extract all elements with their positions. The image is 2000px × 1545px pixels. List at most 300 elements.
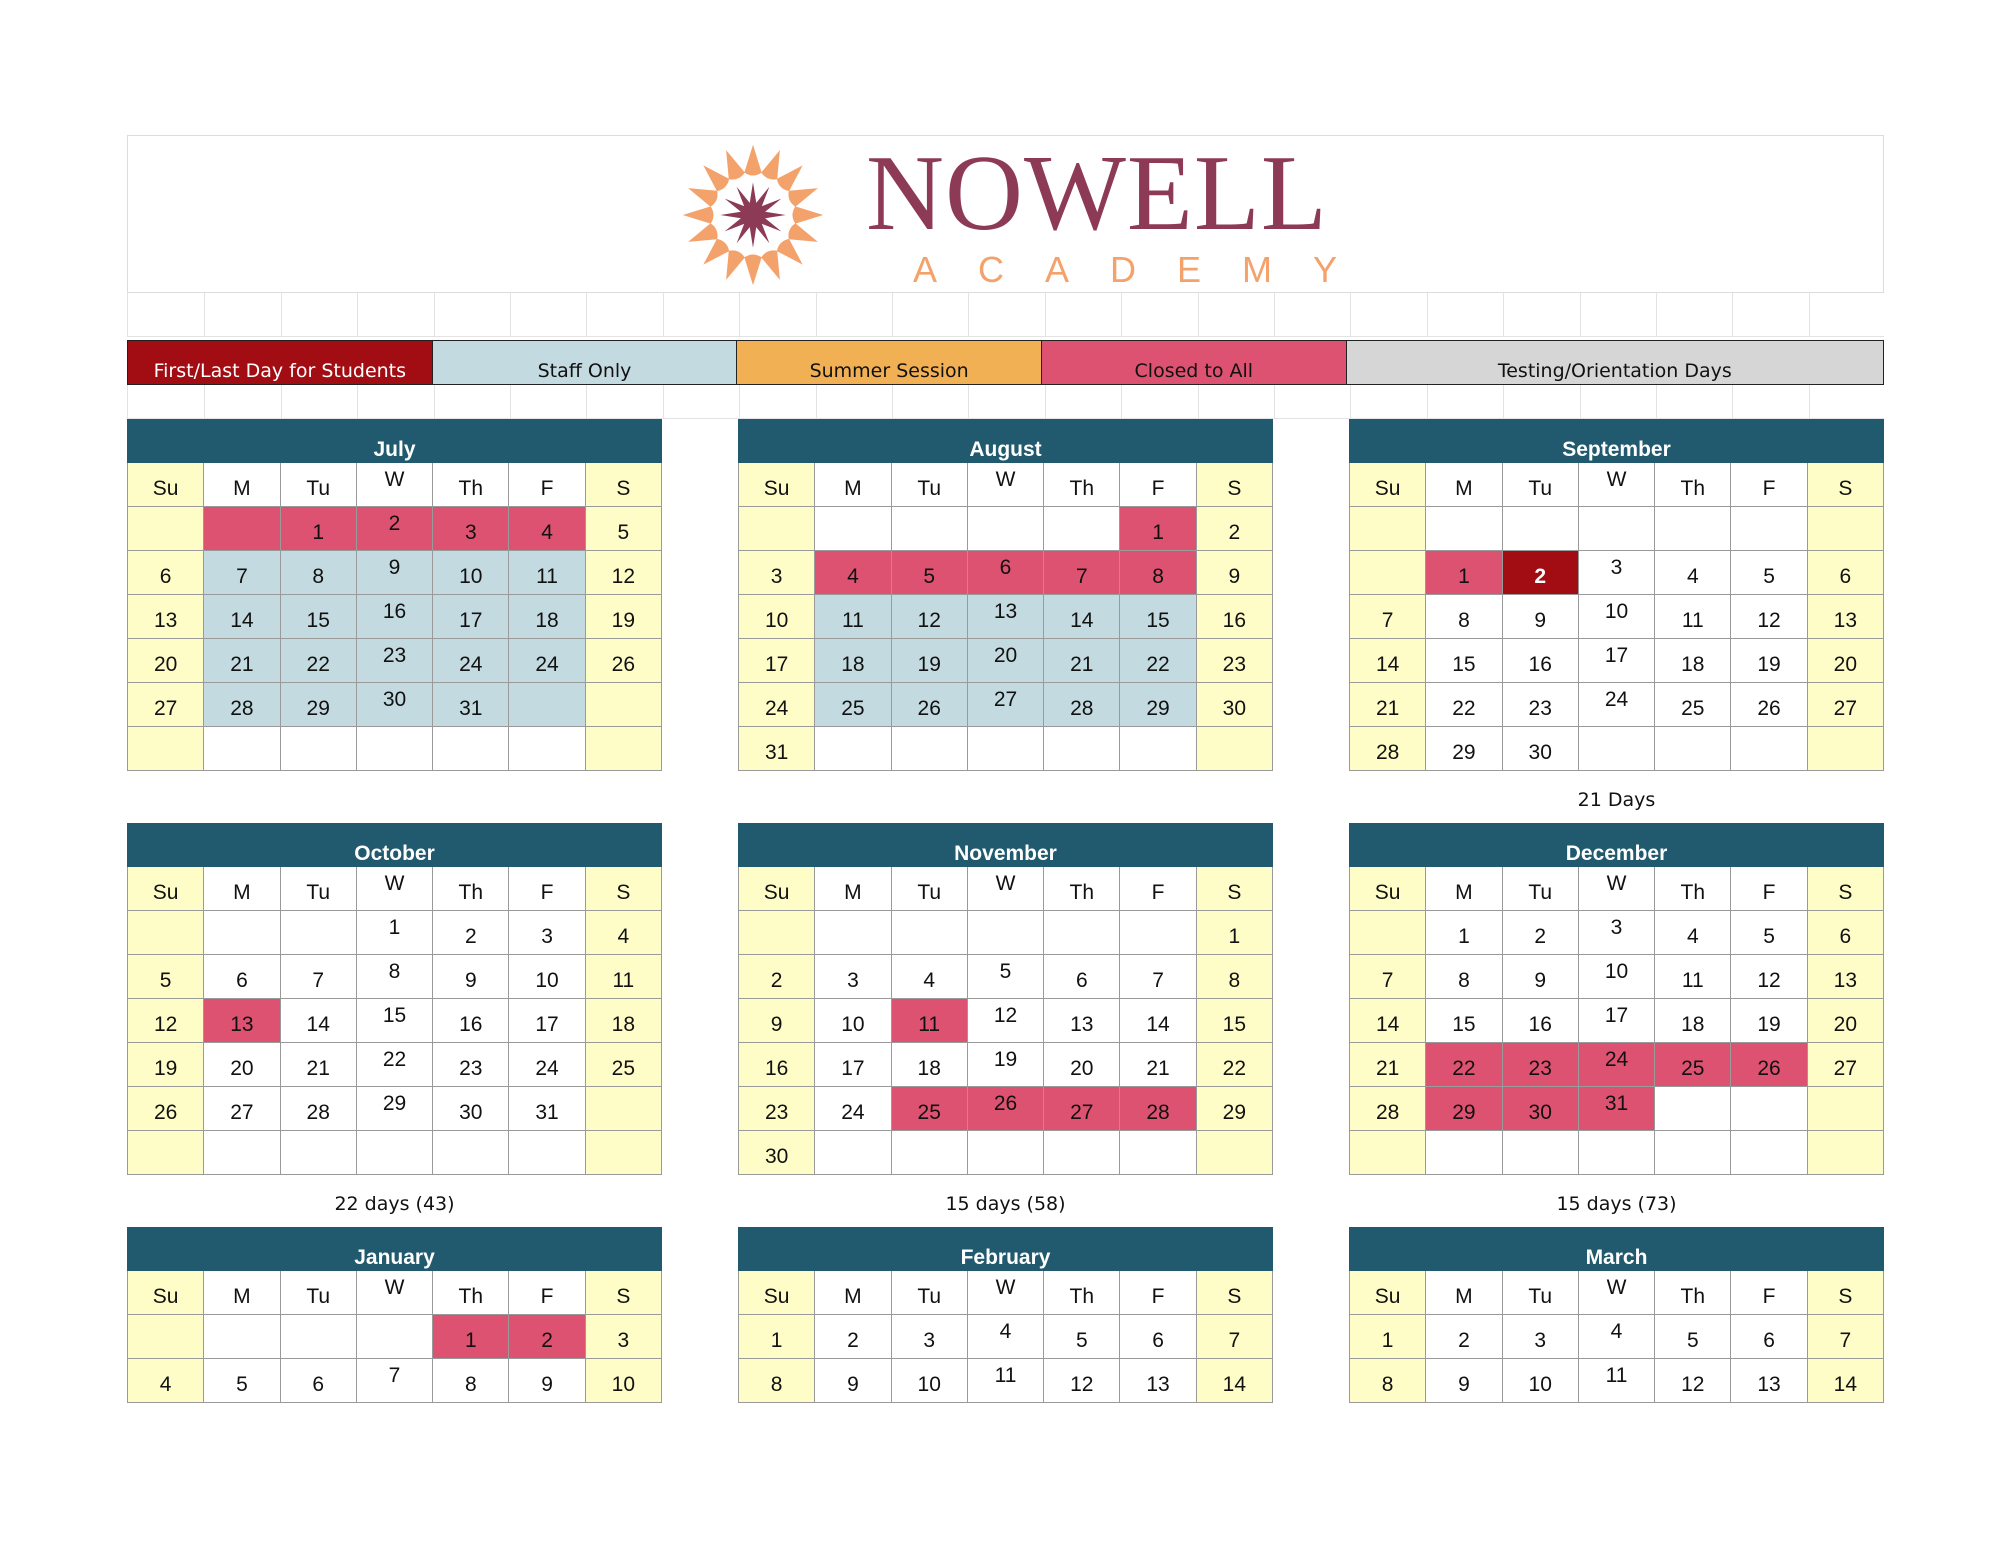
- day-cell: 24: [815, 1087, 891, 1131]
- day-cell: 22: [1426, 683, 1502, 727]
- day-cell: 30: [1503, 1087, 1579, 1131]
- day-cell: [815, 1131, 891, 1175]
- day-cell: [892, 727, 968, 771]
- weekday-header: W: [1579, 867, 1655, 911]
- day-cell: 2: [357, 507, 433, 551]
- weekday-header: Tu: [1503, 867, 1579, 911]
- day-cell: [892, 1131, 968, 1175]
- day-cell: 15: [1120, 595, 1196, 639]
- day-cell: 20: [1044, 1043, 1120, 1087]
- day-cell: 19: [892, 639, 968, 683]
- weekday-header: F: [1120, 463, 1196, 507]
- day-cell: 1: [433, 1315, 509, 1359]
- day-cell: 17: [1579, 639, 1655, 683]
- weekday-header: W: [1579, 463, 1655, 507]
- day-cell: [1350, 551, 1426, 595]
- day-cell: 7: [1808, 1315, 1884, 1359]
- weekday-header: Tu: [1503, 1271, 1579, 1315]
- day-cell: 17: [739, 639, 815, 683]
- day-cell: 26: [128, 1087, 204, 1131]
- day-cell: [968, 507, 1044, 551]
- day-cell: 28: [281, 1087, 357, 1131]
- weekday-header: F: [1120, 1271, 1196, 1315]
- legend-item: Closed to All: [1042, 341, 1347, 384]
- day-cell: [1731, 727, 1807, 771]
- weekday-header: W: [968, 1271, 1044, 1315]
- day-cell: 7: [281, 955, 357, 999]
- day-cell: [357, 1315, 433, 1359]
- day-cell: 12: [1655, 1359, 1731, 1403]
- weekday-header: Su: [1350, 867, 1426, 911]
- month-title: September: [1349, 419, 1884, 463]
- day-cell: 3: [1579, 551, 1655, 595]
- weekday-header: Su: [128, 463, 204, 507]
- day-cell: 4: [1579, 1315, 1655, 1359]
- day-cell: 2: [1503, 911, 1579, 955]
- day-cell: 26: [892, 683, 968, 727]
- weekday-header: Su: [739, 463, 815, 507]
- month-february: [738, 1227, 1273, 1403]
- day-cell: 27: [204, 1087, 280, 1131]
- weekday-header: S: [1197, 1271, 1273, 1315]
- day-cell: 26: [968, 1087, 1044, 1131]
- day-cell: 5: [1731, 551, 1807, 595]
- month-november: [738, 823, 1273, 1219]
- logo-name: NOWELL: [866, 134, 1328, 253]
- day-cell: 28: [1044, 683, 1120, 727]
- weekday-header: M: [204, 463, 280, 507]
- weekday-header: Th: [1044, 1271, 1120, 1315]
- day-cell: 1: [739, 1315, 815, 1359]
- day-cell: 23: [357, 639, 433, 683]
- day-cell: 11: [1655, 955, 1731, 999]
- day-cell: 6: [128, 551, 204, 595]
- day-cell: 20: [204, 1043, 280, 1087]
- day-cell: 14: [281, 999, 357, 1043]
- month-title: November: [738, 823, 1273, 867]
- day-cell: 10: [1579, 595, 1655, 639]
- day-cell: 14: [1808, 1359, 1884, 1403]
- day-cell: 24: [1579, 683, 1655, 727]
- day-cell: [1655, 507, 1731, 551]
- day-cell: 26: [1731, 683, 1807, 727]
- day-cell: 8: [357, 955, 433, 999]
- day-cell: 9: [1503, 595, 1579, 639]
- day-cell: [1426, 1131, 1502, 1175]
- weekday-header: M: [1426, 1271, 1502, 1315]
- day-cell: 27: [1044, 1087, 1120, 1131]
- day-cell: [1426, 507, 1502, 551]
- day-cell: 12: [892, 595, 968, 639]
- weekday-header: Tu: [892, 463, 968, 507]
- weekday-header: Su: [128, 867, 204, 911]
- day-cell: 4: [509, 507, 585, 551]
- month-day-count: 15 days (58): [945, 1193, 1066, 1215]
- day-cell: 24: [509, 1043, 585, 1087]
- day-cell: 23: [433, 1043, 509, 1087]
- day-cell: 21: [281, 1043, 357, 1087]
- calendar-sheet: [127, 135, 1884, 1407]
- day-cell: 27: [1808, 683, 1884, 727]
- day-cell: 8: [281, 551, 357, 595]
- day-cell: 30: [433, 1087, 509, 1131]
- month-day-count: [127, 771, 662, 815]
- day-cell: 3: [433, 507, 509, 551]
- day-cell: [1350, 1131, 1426, 1175]
- day-cell: [1808, 1131, 1884, 1175]
- day-cell: [1350, 911, 1426, 955]
- day-cell: 10: [509, 955, 585, 999]
- day-cell: 13: [128, 595, 204, 639]
- day-cell: 29: [1120, 683, 1196, 727]
- day-cell: [1120, 1131, 1196, 1175]
- month-day-count: 21 Days: [1577, 789, 1656, 811]
- day-cell: [128, 1131, 204, 1175]
- weekday-header: S: [1808, 463, 1884, 507]
- legend-item: Testing/Orientation Days: [1347, 341, 1883, 384]
- day-cell: [1655, 1087, 1731, 1131]
- day-cell: 23: [1503, 683, 1579, 727]
- day-cell: 12: [1044, 1359, 1120, 1403]
- month-title: February: [738, 1227, 1273, 1271]
- day-cell: 6: [281, 1359, 357, 1403]
- weekday-header: F: [1120, 867, 1196, 911]
- day-cell: 31: [509, 1087, 585, 1131]
- day-cell: 19: [586, 595, 662, 639]
- month-december: [1349, 823, 1884, 1219]
- day-cell: 1: [1426, 551, 1502, 595]
- day-cell: [128, 911, 204, 955]
- day-cell: [357, 727, 433, 771]
- weekday-header: W: [357, 463, 433, 507]
- day-cell: 7: [357, 1359, 433, 1403]
- day-cell: [204, 507, 280, 551]
- day-cell: 28: [204, 683, 280, 727]
- day-cell: 8: [1197, 955, 1273, 999]
- weekday-header: Th: [1655, 1271, 1731, 1315]
- day-cell: 23: [1503, 1043, 1579, 1087]
- day-cell: 25: [815, 683, 891, 727]
- day-cell: 18: [586, 999, 662, 1043]
- day-cell: 19: [128, 1043, 204, 1087]
- day-cell: [1044, 507, 1120, 551]
- day-cell: 14: [1350, 999, 1426, 1043]
- day-cell: 21: [1350, 1043, 1426, 1087]
- day-cell: 3: [509, 911, 585, 955]
- day-cell: 10: [433, 551, 509, 595]
- day-cell: 18: [815, 639, 891, 683]
- day-cell: 9: [433, 955, 509, 999]
- day-cell: 5: [128, 955, 204, 999]
- day-cell: [204, 727, 280, 771]
- day-cell: 7: [1044, 551, 1120, 595]
- day-cell: 1: [1350, 1315, 1426, 1359]
- day-cell: 31: [1579, 1087, 1655, 1131]
- day-cell: [968, 1131, 1044, 1175]
- day-cell: [586, 1087, 662, 1131]
- day-cell: 14: [1120, 999, 1196, 1043]
- weekday-header: S: [1808, 1271, 1884, 1315]
- day-cell: 8: [1350, 1359, 1426, 1403]
- day-cell: 31: [739, 727, 815, 771]
- day-cell: [892, 507, 968, 551]
- month-title: March: [1349, 1227, 1884, 1271]
- day-cell: 12: [1731, 595, 1807, 639]
- month-day-count: 22 days (43): [334, 1193, 455, 1215]
- day-cell: 10: [815, 999, 891, 1043]
- day-cell: 18: [509, 595, 585, 639]
- day-cell: [1044, 911, 1120, 955]
- day-cell: 13: [968, 595, 1044, 639]
- weekday-header: S: [586, 463, 662, 507]
- day-cell: 2: [1426, 1315, 1502, 1359]
- day-cell: 3: [892, 1315, 968, 1359]
- weekday-header: S: [1197, 463, 1273, 507]
- day-cell: [1044, 1131, 1120, 1175]
- spreadsheet-row: [127, 293, 1884, 337]
- month-grid: [738, 463, 1273, 771]
- day-cell: 6: [204, 955, 280, 999]
- day-cell: 12: [128, 999, 204, 1043]
- day-cell: 28: [1120, 1087, 1196, 1131]
- day-cell: [1503, 507, 1579, 551]
- day-cell: [1655, 727, 1731, 771]
- day-cell: 27: [128, 683, 204, 727]
- day-cell: 30: [1197, 683, 1273, 727]
- day-cell: [433, 727, 509, 771]
- day-cell: [815, 727, 891, 771]
- day-cell: [739, 507, 815, 551]
- day-cell: 13: [204, 999, 280, 1043]
- legend-item: Summer Session: [737, 341, 1042, 384]
- day-cell: 6: [1808, 551, 1884, 595]
- weekday-header: Th: [1655, 867, 1731, 911]
- day-cell: 17: [509, 999, 585, 1043]
- month-grid: [127, 867, 662, 1175]
- day-cell: 29: [281, 683, 357, 727]
- day-cell: 16: [1197, 595, 1273, 639]
- day-cell: 12: [586, 551, 662, 595]
- day-cell: 6: [1731, 1315, 1807, 1359]
- weekday-header: S: [1808, 867, 1884, 911]
- day-cell: 2: [433, 911, 509, 955]
- weekday-header: W: [1579, 1271, 1655, 1315]
- day-cell: 7: [1197, 1315, 1273, 1359]
- day-cell: 6: [1808, 911, 1884, 955]
- legend-item: Staff Only: [433, 341, 738, 384]
- spreadsheet-row: [127, 385, 1884, 419]
- month-title: December: [1349, 823, 1884, 867]
- day-cell: [1579, 507, 1655, 551]
- weekday-header: S: [1197, 867, 1273, 911]
- day-cell: [968, 727, 1044, 771]
- day-cell: 4: [968, 1315, 1044, 1359]
- weekday-header: Tu: [281, 1271, 357, 1315]
- day-cell: 24: [509, 639, 585, 683]
- day-cell: [509, 1131, 585, 1175]
- day-cell: 20: [1808, 639, 1884, 683]
- day-cell: 1: [1197, 911, 1273, 955]
- day-cell: [281, 727, 357, 771]
- day-cell: 1: [357, 911, 433, 955]
- day-cell: [509, 727, 585, 771]
- day-cell: 10: [739, 595, 815, 639]
- day-cell: 19: [1731, 999, 1807, 1043]
- day-cell: 20: [1808, 999, 1884, 1043]
- day-cell: [1044, 727, 1120, 771]
- day-cell: [281, 1315, 357, 1359]
- month-grid: [127, 1271, 662, 1403]
- day-cell: [281, 1131, 357, 1175]
- day-cell: [1731, 1131, 1807, 1175]
- day-cell: 29: [1426, 727, 1502, 771]
- day-cell: [1197, 727, 1273, 771]
- month-grid: [127, 463, 662, 771]
- day-cell: 16: [1503, 999, 1579, 1043]
- day-cell: 1: [1426, 911, 1502, 955]
- weekday-header: S: [586, 1271, 662, 1315]
- month-title: July: [127, 419, 662, 463]
- day-cell: 8: [1426, 595, 1502, 639]
- day-cell: [509, 683, 585, 727]
- day-cell: [968, 911, 1044, 955]
- day-cell: 28: [1350, 1087, 1426, 1131]
- day-cell: 14: [1197, 1359, 1273, 1403]
- day-cell: 28: [1350, 727, 1426, 771]
- day-cell: [1503, 1131, 1579, 1175]
- day-cell: 7: [1350, 955, 1426, 999]
- header: [127, 135, 1884, 293]
- day-cell: 8: [1120, 551, 1196, 595]
- day-cell: 1: [1120, 507, 1196, 551]
- day-cell: 21: [1120, 1043, 1196, 1087]
- weekday-header: Th: [1655, 463, 1731, 507]
- day-cell: 9: [815, 1359, 891, 1403]
- day-cell: 11: [1579, 1359, 1655, 1403]
- day-cell: 25: [586, 1043, 662, 1087]
- month-title: January: [127, 1227, 662, 1271]
- day-cell: 16: [357, 595, 433, 639]
- day-cell: 24: [739, 683, 815, 727]
- day-cell: 17: [1579, 999, 1655, 1043]
- day-cell: 11: [968, 1359, 1044, 1403]
- day-cell: 21: [1350, 683, 1426, 727]
- day-cell: 4: [1655, 911, 1731, 955]
- day-cell: 25: [1655, 683, 1731, 727]
- day-cell: 22: [1197, 1043, 1273, 1087]
- weekday-header: W: [357, 1271, 433, 1315]
- day-cell: 4: [892, 955, 968, 999]
- day-cell: 9: [1503, 955, 1579, 999]
- day-cell: [204, 1131, 280, 1175]
- weekday-header: Tu: [892, 867, 968, 911]
- logo-subtitle: ACADEMY: [913, 249, 1379, 290]
- day-cell: 8: [1426, 955, 1502, 999]
- day-cell: 19: [968, 1043, 1044, 1087]
- day-cell: [1120, 727, 1196, 771]
- day-cell: 1: [281, 507, 357, 551]
- weekday-header: Th: [433, 1271, 509, 1315]
- month-day-count: [738, 771, 1273, 815]
- weekday-header: F: [1731, 867, 1807, 911]
- day-cell: 27: [968, 683, 1044, 727]
- day-cell: [357, 1131, 433, 1175]
- month-grid: [1349, 1271, 1884, 1403]
- day-cell: 18: [1655, 639, 1731, 683]
- day-cell: 30: [1503, 727, 1579, 771]
- day-cell: 15: [1197, 999, 1273, 1043]
- weekday-header: F: [1731, 1271, 1807, 1315]
- day-cell: 3: [1503, 1315, 1579, 1359]
- day-cell: [433, 1131, 509, 1175]
- day-cell: 2: [739, 955, 815, 999]
- day-cell: [128, 507, 204, 551]
- weekday-header: M: [815, 867, 891, 911]
- day-cell: 8: [433, 1359, 509, 1403]
- day-cell: 5: [1731, 911, 1807, 955]
- day-cell: 18: [892, 1043, 968, 1087]
- weekday-header: Tu: [281, 867, 357, 911]
- day-cell: 27: [1808, 1043, 1884, 1087]
- day-cell: [586, 727, 662, 771]
- day-cell: 2: [815, 1315, 891, 1359]
- day-cell: [1808, 1087, 1884, 1131]
- day-cell: 23: [739, 1087, 815, 1131]
- day-cell: 26: [1731, 1043, 1807, 1087]
- day-cell: 24: [1579, 1043, 1655, 1087]
- day-cell: 5: [892, 551, 968, 595]
- day-cell: 10: [1579, 955, 1655, 999]
- day-cell: 13: [1808, 955, 1884, 999]
- day-cell: [281, 911, 357, 955]
- day-cell: 20: [968, 639, 1044, 683]
- month-grid: [1349, 463, 1884, 771]
- day-cell: [892, 911, 968, 955]
- month-day-count: 15 days (73): [1556, 1193, 1677, 1215]
- day-cell: 23: [1197, 639, 1273, 683]
- weekday-header: F: [1731, 463, 1807, 507]
- day-cell: 12: [968, 999, 1044, 1043]
- day-cell: [1731, 507, 1807, 551]
- day-cell: 9: [1197, 551, 1273, 595]
- day-cell: 4: [586, 911, 662, 955]
- day-cell: 21: [204, 639, 280, 683]
- month-grid: [738, 867, 1273, 1175]
- day-cell: [1655, 1131, 1731, 1175]
- weekday-header: Su: [1350, 1271, 1426, 1315]
- day-cell: 8: [739, 1359, 815, 1403]
- weekday-header: Tu: [892, 1271, 968, 1315]
- day-cell: [739, 911, 815, 955]
- day-cell: [1808, 727, 1884, 771]
- day-cell: 30: [739, 1131, 815, 1175]
- day-cell: 6: [1044, 955, 1120, 999]
- day-cell: [815, 911, 891, 955]
- day-cell: 15: [1426, 639, 1502, 683]
- weekday-header: Th: [433, 867, 509, 911]
- day-cell: 4: [128, 1359, 204, 1403]
- day-cell: 17: [433, 595, 509, 639]
- day-cell: [204, 1315, 280, 1359]
- weekday-header: M: [204, 867, 280, 911]
- weekday-header: M: [1426, 463, 1502, 507]
- day-cell: 22: [357, 1043, 433, 1087]
- weekday-header: M: [204, 1271, 280, 1315]
- weekday-header: M: [815, 1271, 891, 1315]
- month-title: August: [738, 419, 1273, 463]
- day-cell: 22: [281, 639, 357, 683]
- day-cell: 11: [892, 999, 968, 1043]
